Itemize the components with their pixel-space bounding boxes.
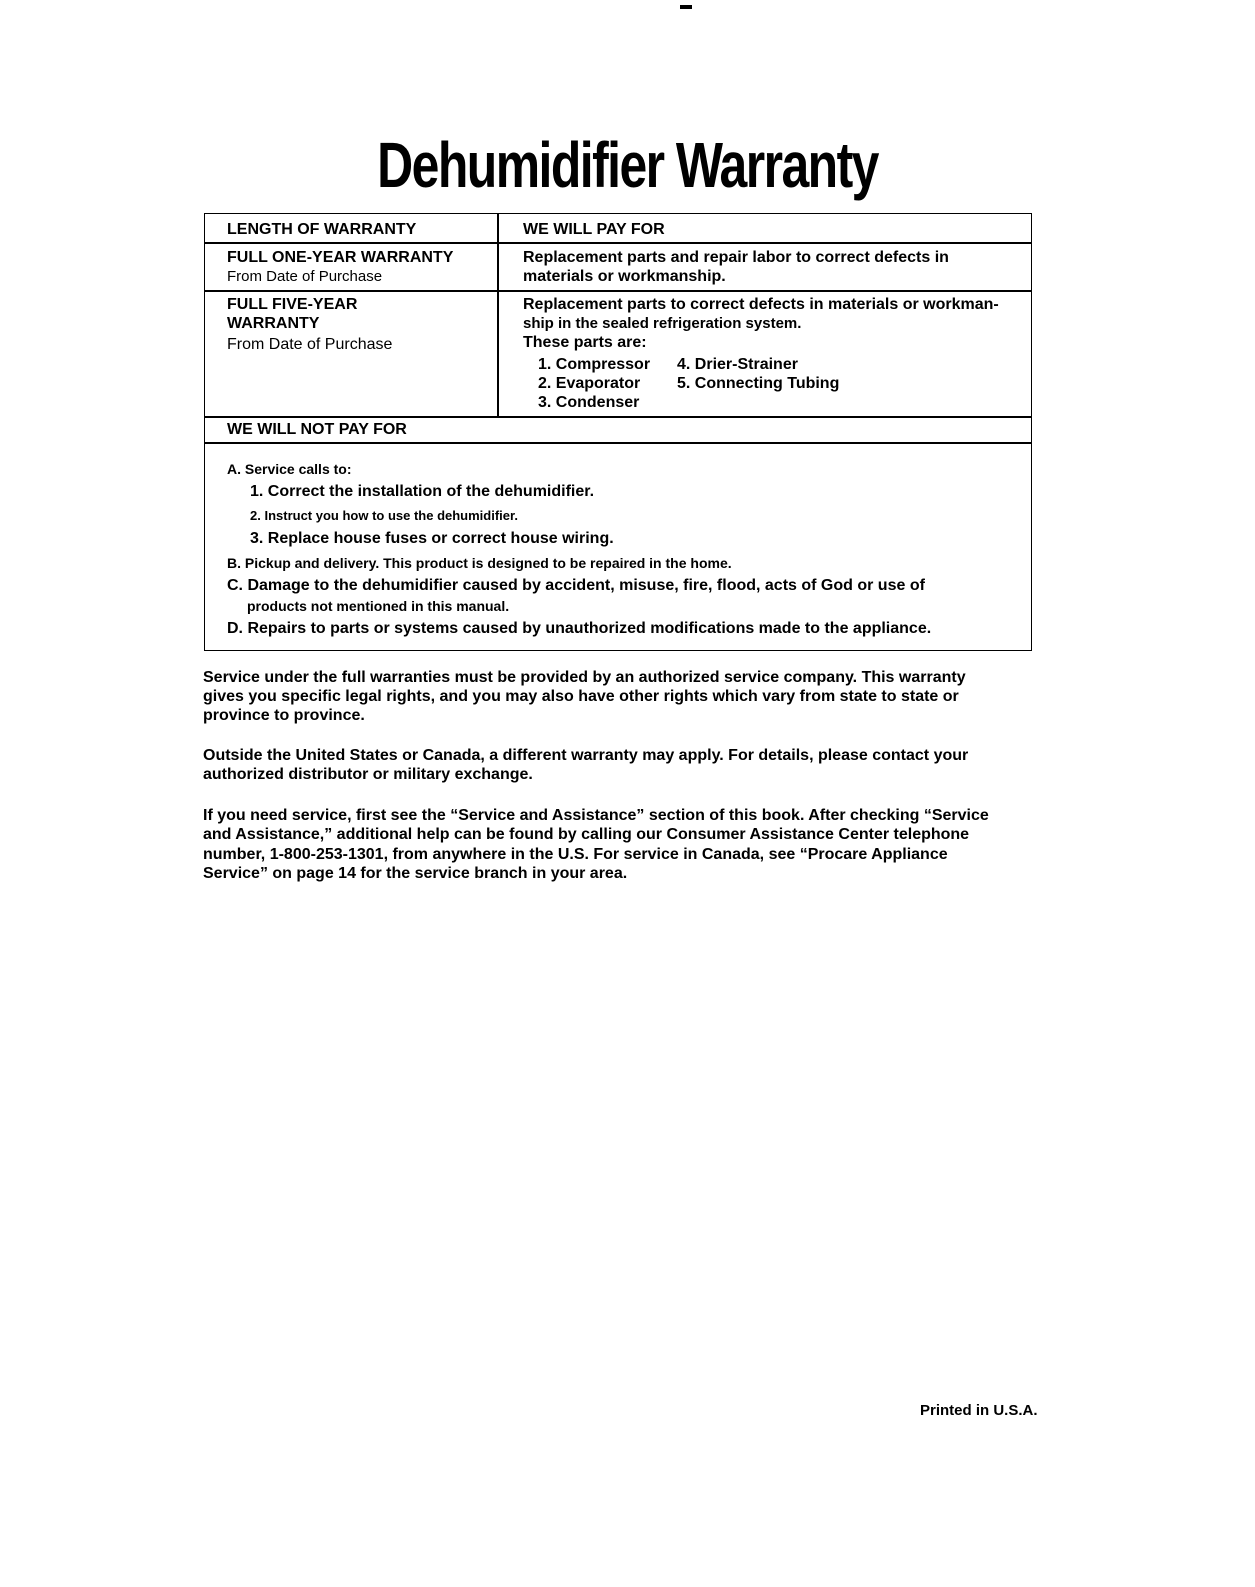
table-row-divider bbox=[204, 442, 1032, 444]
exclusion-item: D. Repairs to parts or systems caused by unauthorized modifications made to the appliance. bbox=[227, 620, 932, 637]
part-item: 5. Connecting Tubing bbox=[677, 375, 840, 392]
parts-intro: These parts are: bbox=[523, 334, 647, 351]
exclusion-item: A. Service calls to: bbox=[227, 461, 352, 477]
five-year-coverage-line: Replacement parts to correct defects in materials or workman- bbox=[523, 296, 999, 313]
exclusion-item: products not mentioned in this manual. bbox=[247, 598, 510, 614]
paragraph-fragment: number, bbox=[203, 846, 270, 863]
exclusion-item: B. Pickup and delivery. This product is designed to be repaired in the home. bbox=[227, 555, 732, 571]
exclusion-item: C. Damage to the dehumidifier caused by accident, misuse, fire, flood, acts of God or use of bbox=[227, 577, 925, 594]
exclusion-item: 1. Correct the installation of the dehumidifier. bbox=[250, 483, 595, 500]
exclusion-item: 3. Replace house fuses or correct house wiring. bbox=[250, 530, 614, 547]
one-year-from: From Date of Purchase bbox=[227, 268, 383, 285]
table-row-divider bbox=[204, 416, 1032, 418]
page-mark bbox=[680, 5, 692, 9]
paragraph-line: If you need service, first see the “Service and Assistance” section of this book. After checking “Service bbox=[203, 807, 989, 824]
part-item: 4. Drier-Strainer bbox=[677, 356, 798, 373]
part-item: 3. Condenser bbox=[538, 394, 640, 411]
phone-number: 1-800-253-1301 bbox=[269, 846, 384, 863]
paragraph-line: province to province. bbox=[203, 707, 365, 724]
paragraph-line: Service” on page 14 for the service branch in your area. bbox=[203, 865, 628, 882]
paragraph-line: gives you specific legal rights, and you may also have other rights which vary from state to state or bbox=[203, 688, 959, 705]
exclusion-item: 2. Instruct you how to use the dehumidifier. bbox=[250, 508, 518, 523]
header-we-will-pay-for: WE WILL PAY FOR bbox=[523, 221, 665, 238]
printed-in-note: Printed in U.S.A. bbox=[920, 1402, 1038, 1419]
paragraph-line: Service under the full warranties must be provided by an authorized service company. This warranty bbox=[203, 669, 966, 686]
paragraph-line bbox=[203, 845, 1023, 864]
page-title: Dehumidifier Warranty bbox=[377, 129, 878, 201]
paragraph-line: authorized distributor or military exchange. bbox=[203, 766, 533, 783]
paragraph-fragment: , from anywhere in the U.S. For service in Canada, see “Procare Appliance bbox=[383, 846, 948, 863]
part-item: 1. Compressor bbox=[538, 356, 651, 373]
header-length-of-warranty: LENGTH OF WARRANTY bbox=[227, 221, 417, 238]
one-year-coverage-line: Replacement parts and repair labor to correct defects in bbox=[523, 249, 949, 266]
paragraph-line: Outside the United States or Canada, a different warranty may apply. For details, please contact your bbox=[203, 747, 969, 764]
table-header-divider bbox=[204, 242, 1032, 244]
header-we-will-not-pay-for: WE WILL NOT PAY FOR bbox=[227, 421, 407, 438]
table-row-divider bbox=[204, 290, 1032, 292]
five-year-coverage-line: ship in the sealed refrigeration system. bbox=[523, 315, 802, 332]
one-year-term: FULL ONE-YEAR WARRANTY bbox=[227, 249, 454, 266]
five-year-from: From Date of Purchase bbox=[227, 336, 393, 353]
one-year-coverage-line: materials or workmanship. bbox=[523, 268, 726, 285]
part-item: 2. Evaporator bbox=[538, 375, 641, 392]
paragraph-line: and Assistance,” additional help can be found by calling our Consumer Assistance Center telephone bbox=[203, 826, 970, 843]
five-year-term: WARRANTY bbox=[227, 315, 320, 332]
five-year-term: FULL FIVE-YEAR bbox=[227, 296, 358, 313]
